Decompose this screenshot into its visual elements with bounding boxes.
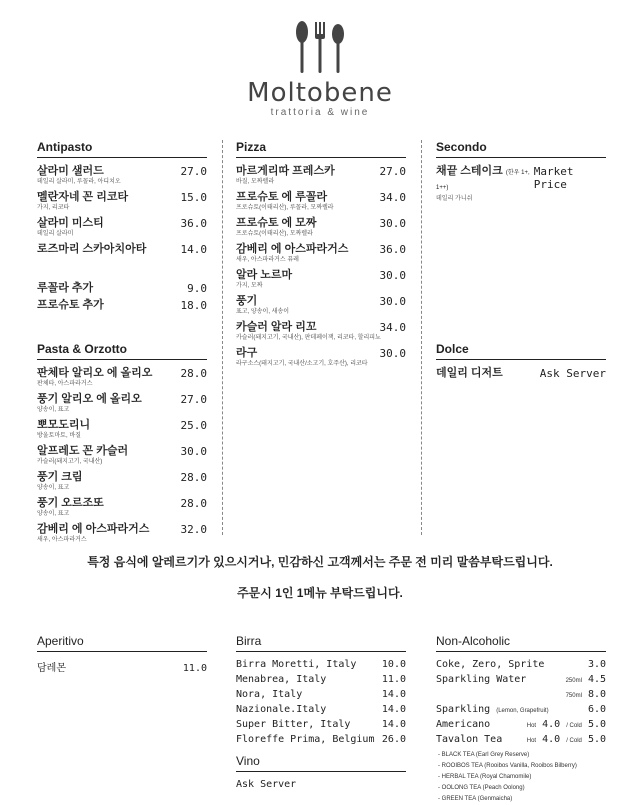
antipasto-section <box>37 140 207 312</box>
item-desc: 양송이, 표고 <box>37 407 70 413</box>
menu-item <box>37 282 207 295</box>
menu-item <box>37 217 207 230</box>
cold-label: / Cold <box>566 723 582 729</box>
price-value: 8.0 <box>587 689 606 700</box>
drink-item <box>236 689 406 704</box>
cold-price: 5.0 <box>587 719 606 730</box>
item-price: 30.0 <box>379 217 406 230</box>
drink-item <box>236 719 406 734</box>
drink-price: 6.0 <box>587 704 606 715</box>
brand-name: Moltobene <box>247 78 393 108</box>
item-name: 프로슈토 에 루꼴라 <box>236 191 328 203</box>
drink-item <box>436 659 606 674</box>
item-price: 9.0 <box>187 282 207 295</box>
tea-note: (Earl Grey Reserve) <box>475 752 530 758</box>
drink-item <box>236 734 406 749</box>
drink-name: 담레몬 <box>37 663 66 674</box>
item-price: 34.0 <box>379 191 406 204</box>
item-price: 32.0 <box>180 523 207 536</box>
birra-section <box>236 634 406 794</box>
tea-item <box>438 772 606 783</box>
tea-item <box>438 750 606 761</box>
item-name: 멜란자네 꼰 리코타 <box>37 191 129 203</box>
item-name: 풍기 오르조또 <box>37 497 104 509</box>
section-title: Aperitivo <box>37 634 207 652</box>
item-desc: 새우, 아스파라거스 <box>37 537 87 543</box>
pizza-section <box>236 140 406 373</box>
section-title: Pasta & Orzotto <box>37 342 207 360</box>
menu-item <box>436 367 606 380</box>
price-value: 4.5 <box>587 674 606 685</box>
drink-price: 11.0 <box>182 663 207 674</box>
menu-item <box>37 445 207 458</box>
item-price: 30.0 <box>379 269 406 282</box>
item-name: 살라미 샐러드 <box>37 165 104 177</box>
drink-price <box>527 719 606 730</box>
drink-note: (Lemon, Grapefruit) <box>496 708 549 714</box>
menu-item <box>236 165 406 178</box>
drink-name: Birra Moretti, Italy <box>236 659 357 670</box>
drink-price: 11.0 <box>381 674 406 685</box>
drink-price: 10.0 <box>381 659 406 670</box>
pasta-section <box>37 342 207 549</box>
drink-name: Coke, Zero, Sprite <box>436 659 545 670</box>
tea-name: - HERBAL TEA <box>438 774 479 780</box>
allergy-notice: 특정 음식에 알레르기가 있으시거나, 민감하신 고객께서는 주문 전 미리 말씀부탁드립니다. <box>87 555 553 569</box>
item-price: 28.0 <box>180 497 207 510</box>
section-title: Secondo <box>436 140 606 158</box>
tea-note: (Peach Oolong) <box>482 785 525 791</box>
menu-item <box>37 393 207 406</box>
item-price: 27.0 <box>379 165 406 178</box>
item-price: 36.0 <box>180 217 207 230</box>
hot-label: Hot <box>526 738 537 744</box>
tea-name: - BLACK TEA <box>438 752 475 758</box>
item-name: 라구 <box>236 347 258 359</box>
drink-name: Super Bitter, Italy <box>236 719 351 730</box>
aperitivo-section <box>37 634 207 674</box>
section-title: Antipasto <box>37 140 207 158</box>
drink-item <box>436 674 606 689</box>
item-desc: 가지, 리코타 <box>37 205 70 211</box>
item-desc: 카슬러(돼지고기, 국내산) <box>37 459 103 465</box>
item-name: 감베리 에 아스파라거스 <box>236 243 349 255</box>
menu-item <box>37 471 207 484</box>
section-title: Birra <box>236 634 406 652</box>
item-price: Market Price <box>533 165 574 191</box>
tea-name: - GREEN TEA <box>438 796 476 802</box>
item-name: 루꼴라 추가 <box>37 282 94 294</box>
item-price: 28.0 <box>180 471 207 484</box>
column-divider <box>222 140 223 535</box>
item-price: 14.0 <box>180 243 207 256</box>
menu-item <box>37 367 207 380</box>
drink-item <box>37 659 207 674</box>
drink-item <box>236 674 406 689</box>
menu-item <box>236 217 406 230</box>
tea-name: - ROOIBOS TEA <box>438 763 483 769</box>
item-price: 18.0 <box>180 299 207 312</box>
tea-name: - OOLONG TEA <box>438 785 481 791</box>
item-name: 로즈마리 스카아치아타 <box>37 243 147 255</box>
size-label: 750ml <box>565 693 582 699</box>
cold-price: 5.0 <box>587 734 606 745</box>
tea-note: (Royal Chamomile) <box>480 774 532 780</box>
item-name: 프로슈토 추가 <box>37 299 104 311</box>
drink-item <box>236 779 406 794</box>
item-desc: 프로슈토(이태리산), 모짜렐라 <box>236 231 313 237</box>
item-name: 감베리 에 아스파라거스 <box>37 523 150 535</box>
item-name: 카슬러 알라 리꼬 <box>236 321 317 333</box>
drink-price <box>527 734 606 745</box>
tea-note: (Rooibos Vanilla, Rooibos Bilberry) <box>484 763 577 769</box>
item-name: 마르게리따 프레스카 <box>236 165 335 177</box>
drink-price <box>566 674 606 685</box>
item-desc: 가지, 모짜 <box>236 283 263 289</box>
item-price: 36.0 <box>379 243 406 256</box>
menu-item <box>37 523 207 536</box>
hot-label: Hot <box>526 723 537 729</box>
item-name: 알라 노르마 <box>236 269 293 281</box>
drink-name: Floreffe Prima, Belgium <box>236 734 375 745</box>
hot-price: 4.0 <box>542 719 561 730</box>
item-price: 30.0 <box>379 347 406 360</box>
menu-item <box>236 269 406 282</box>
drink-item <box>436 719 606 734</box>
drink-item <box>436 689 606 704</box>
menu-item <box>236 321 406 334</box>
drink-name: Sparkling Water <box>436 674 527 685</box>
menu-item <box>37 165 207 178</box>
item-name-text: 채끝 스테이크 <box>436 165 503 177</box>
menu-item <box>236 295 406 308</box>
cold-label: / Cold <box>566 738 582 744</box>
menu-item <box>236 191 406 204</box>
item-name: 살라미 미스티 <box>37 217 104 229</box>
item-name: 프로슈토 에 모짜 <box>236 217 317 229</box>
drink-price: 14.0 <box>381 689 406 700</box>
section-title: Non-Alcoholic <box>436 634 606 652</box>
spoon-fork-spoon-icon <box>290 18 350 76</box>
drink-price: 14.0 <box>381 719 406 730</box>
section-title: Pizza <box>236 140 406 158</box>
logo <box>0 18 640 118</box>
item-price: 27.0 <box>180 165 207 178</box>
item-desc: 데일리 살라미 <box>37 231 74 237</box>
drink-item <box>236 659 406 674</box>
drink-name <box>436 704 549 715</box>
drink-name: Nora, Italy <box>236 689 303 700</box>
section-title: Dolce <box>436 342 606 360</box>
item-price: 27.0 <box>180 393 207 406</box>
item-price: 25.0 <box>180 419 207 432</box>
item-price: 30.0 <box>379 295 406 308</box>
item-name: 풍기 알리오 에 올리오 <box>37 393 142 405</box>
hot-price: 4.0 <box>542 734 561 745</box>
drink-item <box>236 704 406 719</box>
item-desc: 새우, 아스파라거스 퓨레 <box>236 257 299 263</box>
drink-name: Tavalon Tea <box>436 734 503 745</box>
item-price: Ask Server <box>539 367 606 380</box>
drink-item <box>436 704 606 719</box>
item-name: 판체타 알리오 에 올리오 <box>37 367 153 379</box>
item-price: 28.0 <box>180 367 207 380</box>
brand-subtitle: trattoria & wine <box>270 107 370 118</box>
drink-name: Nazionale.Italy <box>236 704 327 715</box>
item-name: 알프레도 꼰 카슬러 <box>37 445 129 457</box>
tea-note: (Genmaicha) <box>477 796 513 802</box>
non-alcoholic-section <box>436 634 606 805</box>
item-desc: 바질, 모짜렐라 <box>236 179 275 185</box>
drink-name: Ask Server <box>236 779 297 790</box>
menu-item <box>236 243 406 256</box>
item-desc: 판체타, 아스파라거스 <box>37 381 93 387</box>
tea-item <box>438 761 606 772</box>
drink-name: Menabrea, Italy <box>236 674 327 685</box>
drink-price: 14.0 <box>381 704 406 715</box>
item-desc: 카슬러(돼지고기, 국내산), 판데페이잭, 리코타, 할리피뇨 <box>236 335 381 341</box>
item-desc: 데일리 가니쉬 <box>436 196 473 202</box>
size-label: 250ml <box>565 678 582 684</box>
drink-price: 26.0 <box>381 734 406 745</box>
item-name: 데일리 디저트 <box>436 367 503 379</box>
item-desc: 표고, 양송이, 새송이 <box>236 309 290 315</box>
item-desc: 프로슈토(이태리산), 루꼴라, 모짜렐라 <box>236 205 334 211</box>
secondo-section <box>436 140 606 208</box>
section-title: Vino <box>236 754 406 772</box>
tea-list <box>436 750 606 805</box>
item-desc: 데일리 살라미, 루꼴라, 아디치오 <box>37 179 121 185</box>
menu-item <box>236 347 406 360</box>
menu-item <box>37 243 207 256</box>
item-desc: 방울토마토, 바질 <box>37 433 81 439</box>
menu-item <box>37 191 207 204</box>
item-price: 34.0 <box>379 321 406 334</box>
item-desc: 양송이, 표고 <box>37 485 70 491</box>
menu-item <box>37 299 207 312</box>
drink-price <box>566 689 606 700</box>
item-name <box>436 165 534 195</box>
dolce-section <box>436 342 606 380</box>
menu-item <box>37 419 207 432</box>
tea-item <box>438 783 606 794</box>
item-desc: 양송이, 표고 <box>37 511 70 517</box>
item-tag: (한우 1+, 1++) <box>436 170 530 191</box>
drink-price: 3.0 <box>587 659 606 670</box>
menu-item <box>37 497 207 510</box>
column-divider <box>421 140 422 535</box>
drink-name: Americano <box>436 719 491 730</box>
item-price: 15.0 <box>180 191 207 204</box>
menu-item <box>436 165 606 195</box>
drink-item <box>436 734 606 749</box>
one-menu-notice: 주문시 1인 1메뉴 부탁드립니다. <box>237 586 403 600</box>
item-desc: 라구소스(돼지고기, 국내산/소고기, 호주산), 리코타 <box>236 361 368 367</box>
item-name: 풍기 <box>236 295 258 307</box>
item-name: 풍기 크림 <box>37 471 83 483</box>
drink-name-text: Sparkling <box>436 704 491 715</box>
item-name: 뽀모도리니 <box>37 419 91 431</box>
item-price: 30.0 <box>180 445 207 458</box>
